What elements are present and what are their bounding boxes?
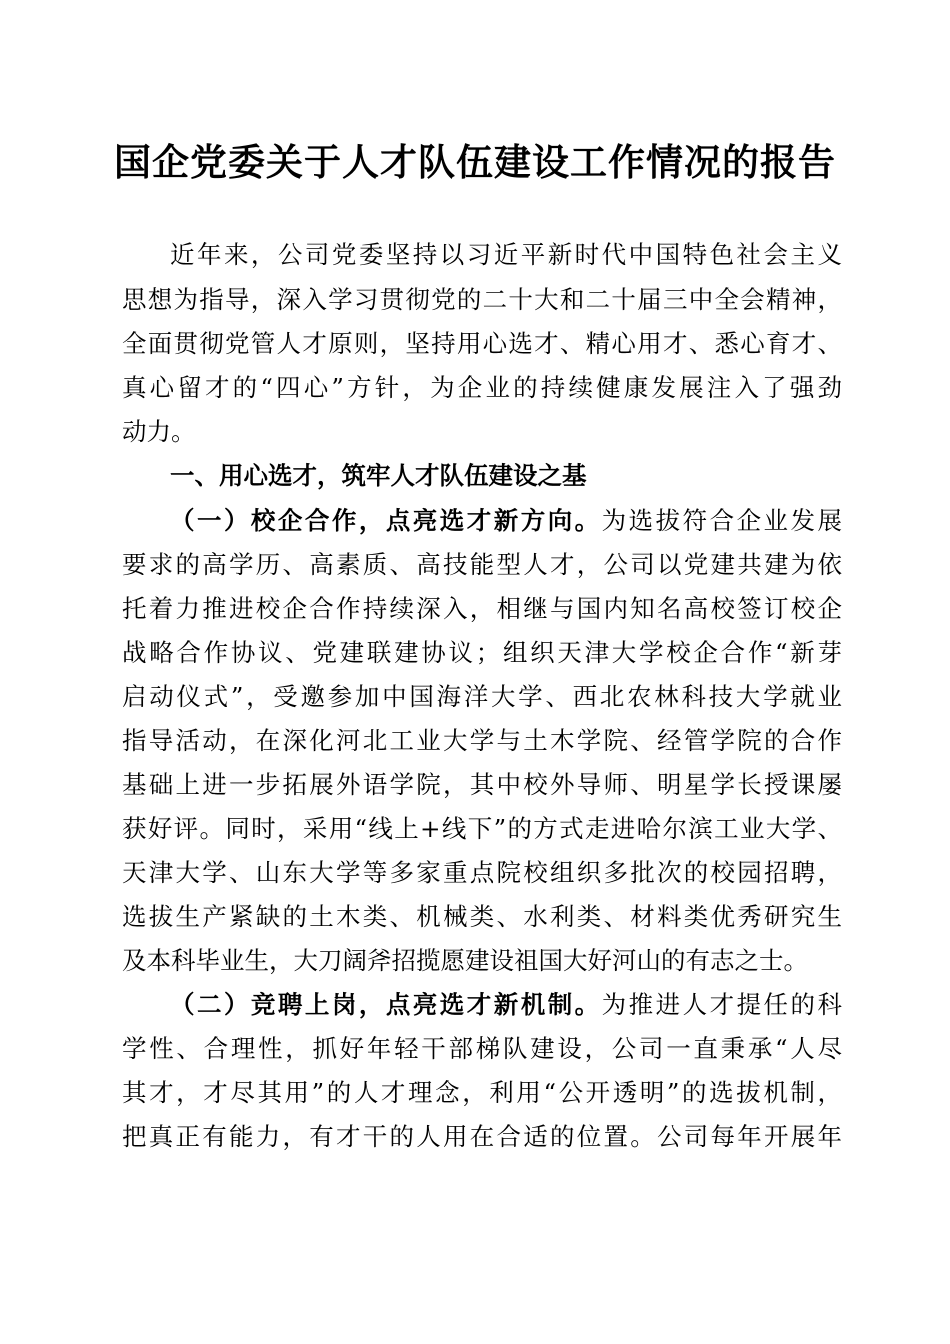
subsection-2-first-text: 为推进人才提任的科: [601, 990, 843, 1019]
intro-line: 思想为指导，深入学习贯彻党的二十大和二十届三中全会精神，: [122, 285, 842, 314]
subsection-1-line: 启动仪式”，受邀参加中国海洋大学、西北农林科技大学就业: [122, 682, 842, 711]
subsection-1-line: 要求的高学历、高素质、高技能型人才，公司以党建共建为依: [122, 550, 842, 579]
subsection-1-line: 获好评。同时，采用“线上+线下”的方式走进哈尔滨工业大学、: [122, 814, 842, 843]
subsection-1-first-text: 为选拔符合企业发展: [601, 506, 843, 535]
subsection-2-label: （二）竞聘上岗，点亮选才新机制。: [170, 990, 602, 1019]
subsection-2-line: 其才，才尽其用”的人才理念，利用“公开透明”的选拔机制，: [122, 1078, 842, 1107]
subsection-1-line: 指导活动，在深化河北工业大学与土木学院、经管学院的合作: [122, 726, 842, 755]
subsection-1-label: （一）校企合作，点亮选才新方向。: [170, 506, 602, 535]
intro-line: 真心留才的“四心”方针，为企业的持续健康发展注入了强劲: [122, 373, 842, 402]
subsection-1-line: 托着力推进校企合作持续深入，相继与国内知名高校签订校企: [122, 594, 842, 623]
subsection-2-line: 学性、合理性，抓好年轻干部梯队建设，公司一直秉承“人尽: [122, 1034, 842, 1063]
subsection-1-line: 战略合作协议、党建联建协议；组织天津大学校企合作“新芽: [122, 638, 842, 667]
intro-line: 动力。: [122, 417, 196, 446]
subsection-2-first-line: [170, 985, 842, 1025]
subsection-1-first-line: [170, 501, 842, 541]
document-title: 国企党委关于人才队伍建设工作情况的报告: [114, 140, 836, 184]
intro-line: 全面贯彻党管人才原则，坚持用心选才、精心用才、悉心育才、: [122, 329, 842, 358]
section-heading-1: 一、用心选才，筑牢人才队伍建设之基: [170, 461, 587, 490]
subsection-1-line: 天津大学、山东大学等多家重点院校组织多批次的校园招聘，: [122, 858, 842, 887]
subsection-1-line: 及本科毕业生，大刀阔斧招揽愿建设祖国大好河山的有志之士。: [122, 946, 808, 975]
subsection-1-line: 基础上进一步拓展外语学院，其中校外导师、明星学长授课屡: [122, 770, 842, 799]
subsection-1-line: 选拔生产紧缺的土木类、机械类、水利类、材料类优秀研究生: [122, 902, 842, 931]
subsection-2-line: 把真正有能力，有才干的人用在合适的位置。公司每年开展年: [122, 1122, 842, 1151]
intro-line: 近年来，公司党委坚持以习近平新时代中国特色社会主义: [170, 240, 842, 269]
